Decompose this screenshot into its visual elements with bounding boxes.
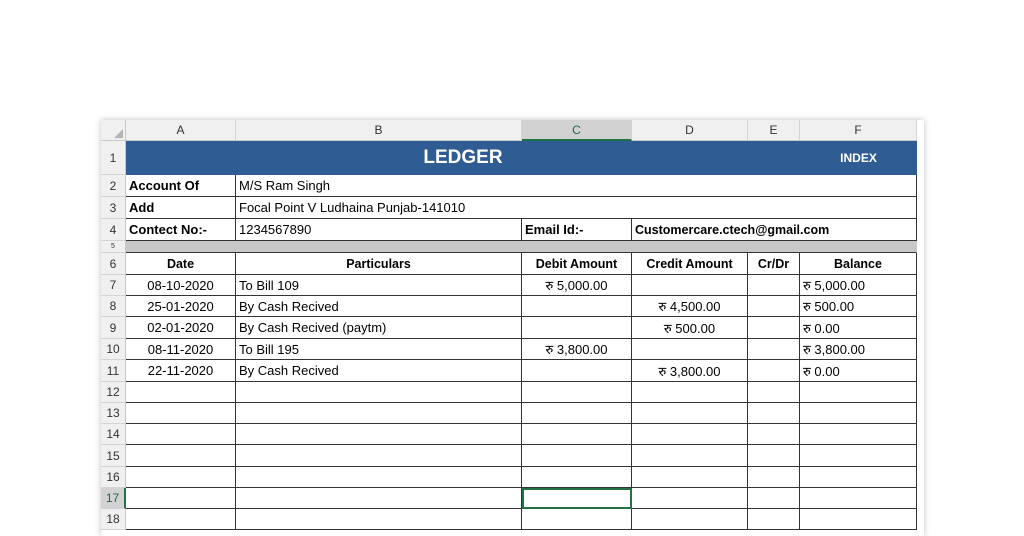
- select-all-triangle-icon: [114, 129, 123, 138]
- empty-cell[interactable]: [800, 382, 917, 403]
- selected-cell-c17[interactable]: [522, 488, 632, 509]
- empty-cell[interactable]: [236, 509, 522, 530]
- ledger-particulars-cell[interactable]: By Cash Recived: [236, 360, 522, 382]
- empty-cell[interactable]: [522, 467, 632, 488]
- empty-cell[interactable]: [236, 488, 522, 509]
- empty-cell[interactable]: [522, 445, 632, 467]
- select-all-corner[interactable]: [101, 120, 126, 141]
- column-header-a[interactable]: A: [126, 120, 236, 141]
- account-of-label: Account Of: [126, 175, 236, 197]
- ledger-credit-cell[interactable]: रु 500.00: [632, 317, 748, 339]
- empty-cell[interactable]: [800, 424, 917, 445]
- table-header-credit: Credit Amount: [632, 253, 748, 275]
- ledger-debit-cell[interactable]: [522, 360, 632, 382]
- index-button[interactable]: INDEX: [800, 141, 917, 175]
- empty-cell[interactable]: [800, 467, 917, 488]
- row-header-6[interactable]: 6: [101, 253, 126, 275]
- empty-cell[interactable]: [748, 467, 800, 488]
- table-header-debit: Debit Amount: [522, 253, 632, 275]
- column-header-f[interactable]: F: [800, 120, 917, 141]
- ledger-balance-cell[interactable]: रु 500.00: [800, 296, 917, 317]
- ledger-date-cell[interactable]: 08-11-2020: [126, 339, 236, 360]
- empty-cell[interactable]: [126, 382, 236, 403]
- row-header-13[interactable]: 13: [101, 403, 126, 424]
- empty-cell[interactable]: [236, 445, 522, 467]
- empty-cell[interactable]: [748, 509, 800, 530]
- row-header-18[interactable]: 18: [101, 509, 126, 530]
- row-header-12[interactable]: 12: [101, 382, 126, 403]
- empty-cell[interactable]: [522, 403, 632, 424]
- ledger-credit-cell[interactable]: रु 3,800.00: [632, 360, 748, 382]
- empty-cell[interactable]: [522, 424, 632, 445]
- empty-cell[interactable]: [126, 424, 236, 445]
- ledger-balance-cell[interactable]: रु 5,000.00: [800, 275, 917, 296]
- ledger-particulars-cell[interactable]: To Bill 195: [236, 339, 522, 360]
- empty-cell[interactable]: [126, 445, 236, 467]
- spreadsheet-grid[interactable]: [101, 120, 924, 536]
- row-header-10[interactable]: 10: [101, 339, 126, 360]
- address-value[interactable]: Focal Point V Ludhaina Punjab-141010: [236, 197, 917, 219]
- empty-cell[interactable]: [126, 509, 236, 530]
- empty-cell[interactable]: [632, 509, 748, 530]
- empty-cell[interactable]: [748, 403, 800, 424]
- table-header-crdr: Cr/Dr: [748, 253, 800, 275]
- empty-cell[interactable]: [632, 403, 748, 424]
- empty-cell[interactable]: [800, 445, 917, 467]
- ledger-crdr-cell[interactable]: [748, 296, 800, 317]
- empty-cell[interactable]: [236, 382, 522, 403]
- ledger-crdr-cell[interactable]: [748, 360, 800, 382]
- ledger-crdr-cell[interactable]: [748, 275, 800, 296]
- ledger-debit-cell[interactable]: [522, 317, 632, 339]
- empty-cell[interactable]: [800, 488, 917, 509]
- ledger-balance-cell[interactable]: रु 3,800.00: [800, 339, 917, 360]
- ledger-credit-cell[interactable]: [632, 275, 748, 296]
- empty-cell[interactable]: [126, 488, 236, 509]
- empty-cell[interactable]: [236, 403, 522, 424]
- ledger-date-cell[interactable]: 25-01-2020: [126, 296, 236, 317]
- empty-cell[interactable]: [632, 467, 748, 488]
- column-header-c[interactable]: C: [522, 120, 632, 141]
- ledger-debit-cell[interactable]: रु 5,000.00: [522, 275, 632, 296]
- empty-cell[interactable]: [632, 382, 748, 403]
- ledger-date-cell[interactable]: 08-10-2020: [126, 275, 236, 296]
- ledger-crdr-cell[interactable]: [748, 339, 800, 360]
- empty-cell[interactable]: [522, 382, 632, 403]
- column-header-d[interactable]: D: [632, 120, 748, 141]
- ledger-date-cell[interactable]: 02-01-2020: [126, 317, 236, 339]
- column-header-e[interactable]: E: [748, 120, 800, 141]
- empty-cell[interactable]: [748, 424, 800, 445]
- row-header-14[interactable]: 14: [101, 424, 126, 445]
- row-header-11[interactable]: 11: [101, 360, 126, 382]
- ledger-debit-cell[interactable]: [522, 296, 632, 317]
- row-header-4[interactable]: 4: [101, 219, 126, 241]
- empty-cell[interactable]: [126, 467, 236, 488]
- ledger-credit-cell[interactable]: [632, 339, 748, 360]
- empty-cell[interactable]: [748, 382, 800, 403]
- column-header-b[interactable]: B: [236, 120, 522, 141]
- address-label: Add: [126, 197, 236, 219]
- table-header-date: Date: [126, 253, 236, 275]
- empty-cell[interactable]: [632, 445, 748, 467]
- email-value[interactable]: Customercare.ctech@gmail.com: [632, 219, 917, 241]
- row-header-8[interactable]: 8: [101, 296, 126, 317]
- contact-value[interactable]: 1234567890: [236, 219, 522, 241]
- empty-cell[interactable]: [126, 403, 236, 424]
- row-header-5[interactable]: 5: [101, 241, 126, 253]
- row-header-7[interactable]: 7: [101, 275, 126, 296]
- ledger-balance-cell[interactable]: रु 0.00: [800, 360, 917, 382]
- email-label: Email Id:-: [522, 219, 632, 241]
- empty-cell[interactable]: [800, 403, 917, 424]
- row-header-3[interactable]: 3: [101, 197, 126, 219]
- empty-cell[interactable]: [748, 488, 800, 509]
- empty-cell[interactable]: [236, 424, 522, 445]
- ledger-crdr-cell[interactable]: [748, 317, 800, 339]
- separator-row: [126, 241, 917, 253]
- empty-cell[interactable]: [236, 467, 522, 488]
- ledger-particulars-cell[interactable]: To Bill 109: [236, 275, 522, 296]
- row-header-16[interactable]: 16: [101, 467, 126, 488]
- empty-cell[interactable]: [748, 445, 800, 467]
- ledger-date-cell[interactable]: 22-11-2020: [126, 360, 236, 382]
- ledger-credit-cell[interactable]: रु 4,500.00: [632, 296, 748, 317]
- ledger-particulars-cell[interactable]: By Cash Recived: [236, 296, 522, 317]
- row-header-17[interactable]: 17: [101, 488, 126, 509]
- table-header-balance: Balance: [800, 253, 917, 275]
- empty-cell[interactable]: [522, 509, 632, 530]
- row-header-1[interactable]: 1: [101, 141, 126, 175]
- ledger-particulars-cell[interactable]: By Cash Recived (paytm): [236, 317, 522, 339]
- row-header-9[interactable]: 9: [101, 317, 126, 339]
- contact-label: Contect No:-: [126, 219, 236, 241]
- row-header-2[interactable]: 2: [101, 175, 126, 197]
- ledger-balance-cell[interactable]: रु 0.00: [800, 317, 917, 339]
- table-header-particulars: Particulars: [236, 253, 522, 275]
- empty-cell[interactable]: [632, 488, 748, 509]
- account-of-value[interactable]: M/S Ram Singh: [236, 175, 917, 197]
- empty-cell[interactable]: [800, 509, 917, 530]
- row-header-15[interactable]: 15: [101, 445, 126, 467]
- ledger-debit-cell[interactable]: रु 3,800.00: [522, 339, 632, 360]
- empty-cell[interactable]: [632, 424, 748, 445]
- ledger-title: LEDGER: [126, 141, 800, 175]
